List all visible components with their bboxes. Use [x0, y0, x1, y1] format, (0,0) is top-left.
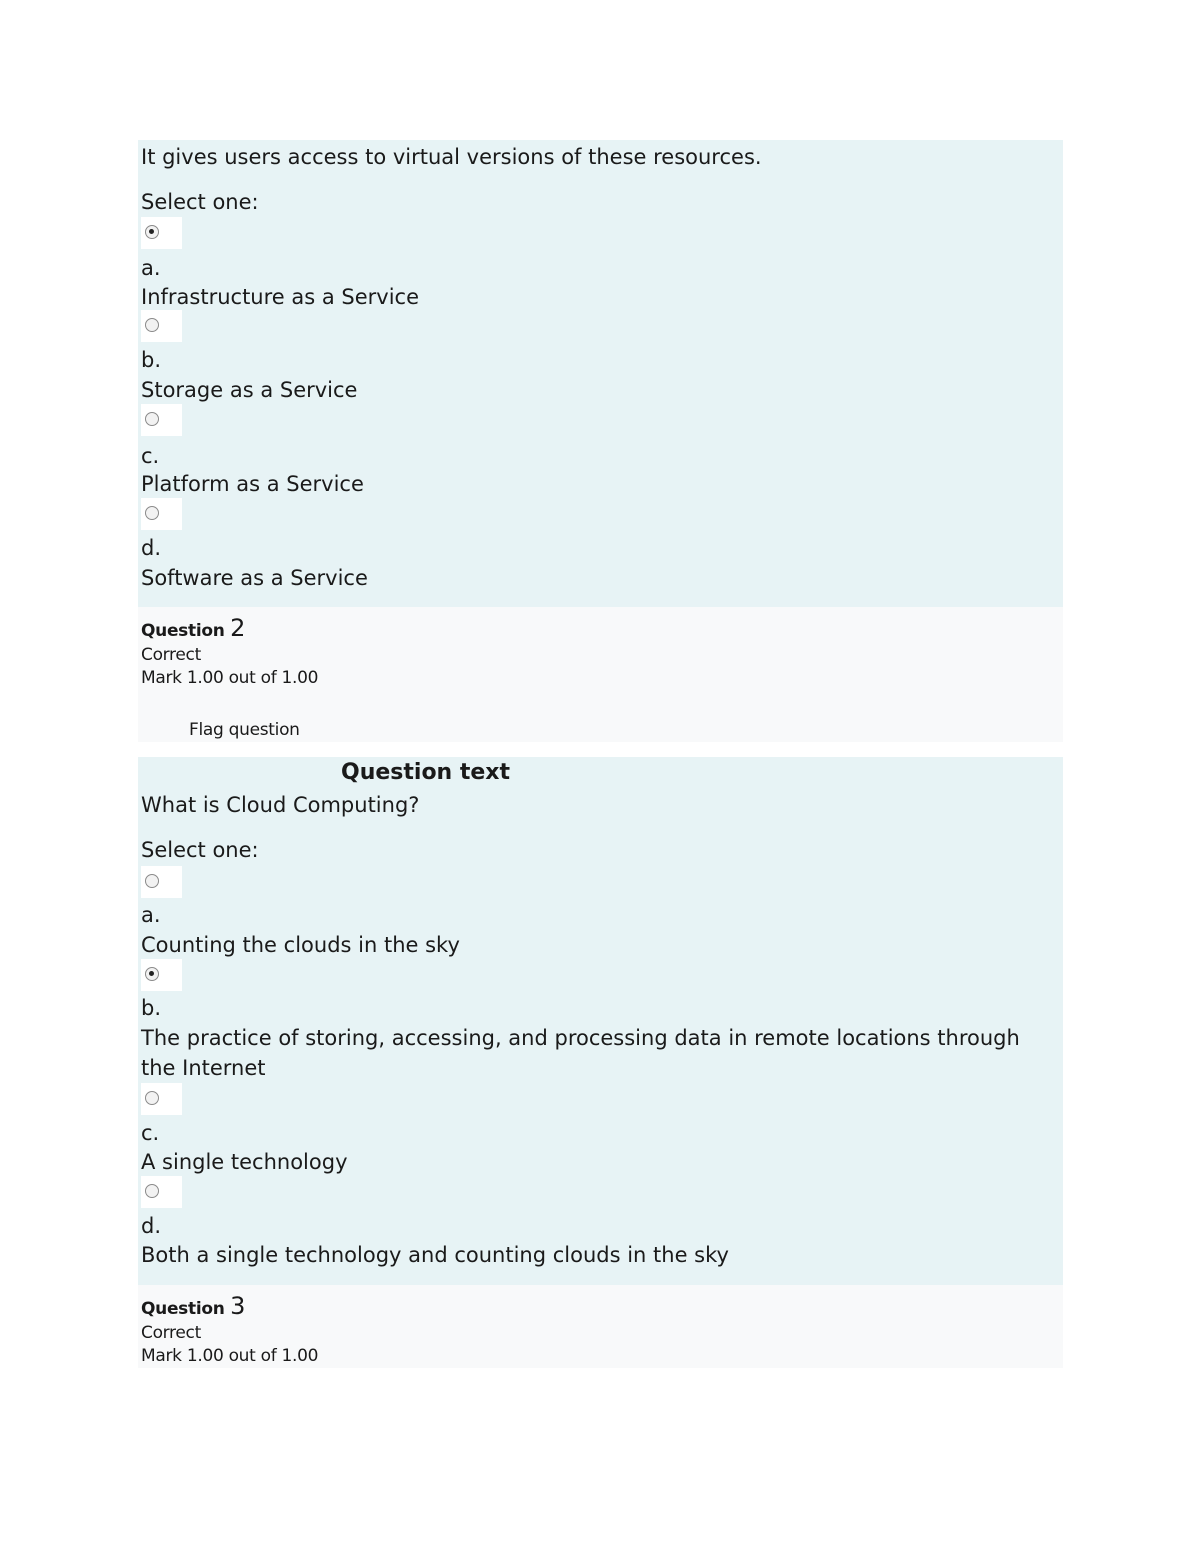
question-3-number: 3 — [230, 1292, 246, 1320]
question-2-heading-word: Question — [141, 621, 225, 641]
question-1-formulation — [138, 140, 1063, 607]
question-2-option-c-radio[interactable] — [141, 1083, 182, 1115]
question-2-flag-link[interactable]: Flag question — [189, 720, 300, 740]
radio-unchecked-icon — [145, 874, 159, 888]
question-2-option-a-label[interactable]: Counting the clouds in the sky — [141, 933, 460, 957]
question-1-option-c-letter: c. — [141, 444, 160, 468]
radio-unchecked-icon — [145, 318, 159, 332]
question-2-option-a-letter: a. — [141, 903, 161, 927]
question-2-option-b-letter: b. — [141, 996, 162, 1020]
question-2-option-c-letter: c. — [141, 1121, 160, 1145]
radio-unchecked-icon — [145, 1184, 159, 1198]
question-1-option-c-label[interactable]: Platform as a Service — [141, 472, 364, 496]
question-2-option-c-label[interactable]: A single technology — [141, 1150, 348, 1174]
question-1-option-c-radio[interactable] — [141, 404, 182, 436]
question-2-option-d-label[interactable]: Both a single technology and counting clouds in the sky — [141, 1243, 729, 1267]
question-3-heading — [141, 1292, 245, 1320]
question-1-option-b-letter: b. — [141, 348, 162, 372]
radio-unchecked-icon — [145, 1091, 159, 1105]
question-2-status: Correct — [141, 645, 201, 665]
question-1-option-a-label[interactable]: Infrastructure as a Service — [141, 285, 420, 309]
question-2-option-a-radio[interactable] — [141, 866, 182, 898]
question-1-option-b-radio[interactable] — [141, 310, 182, 342]
question-2-number: 2 — [230, 614, 246, 642]
question-3-status: Correct — [141, 1323, 201, 1343]
radio-unchecked-icon — [145, 506, 159, 520]
question-3-heading-word: Question — [141, 1299, 225, 1319]
question-1-option-a-letter: a. — [141, 256, 161, 280]
question-1-option-d-letter: d. — [141, 536, 162, 560]
question-3-mark: Mark 1.00 out of 1.00 — [141, 1346, 319, 1366]
question-2-formulation — [138, 757, 1063, 1285]
question-2-option-b-radio[interactable] — [141, 959, 182, 991]
radio-checked-icon — [145, 967, 159, 981]
question-2-text: What is Cloud Computing? — [141, 793, 420, 817]
question-2-option-d-radio[interactable] — [141, 1176, 182, 1208]
question-2-heading — [141, 614, 245, 642]
question-2-select-prompt: Select one: — [141, 838, 259, 862]
question-1-text: It gives users access to virtual versions of these resources. — [141, 145, 762, 169]
question-1-option-a-radio[interactable] — [141, 217, 182, 249]
question-1-option-d-label[interactable]: Software as a Service — [141, 566, 368, 590]
radio-unchecked-icon — [145, 412, 159, 426]
question-2-option-d-letter: d. — [141, 1214, 162, 1238]
question-1-select-prompt: Select one: — [141, 190, 259, 214]
question-1-option-b-label[interactable]: Storage as a Service — [141, 378, 358, 402]
question-2-option-b-label[interactable]: The practice of storing, accessing, and processing data in remote locations through the Internet — [141, 1026, 1020, 1080]
question-2-mark: Mark 1.00 out of 1.00 — [141, 668, 319, 688]
question-text-heading: Question text — [341, 760, 511, 785]
question-1-option-d-radio[interactable] — [141, 498, 182, 530]
radio-checked-icon — [145, 225, 159, 239]
